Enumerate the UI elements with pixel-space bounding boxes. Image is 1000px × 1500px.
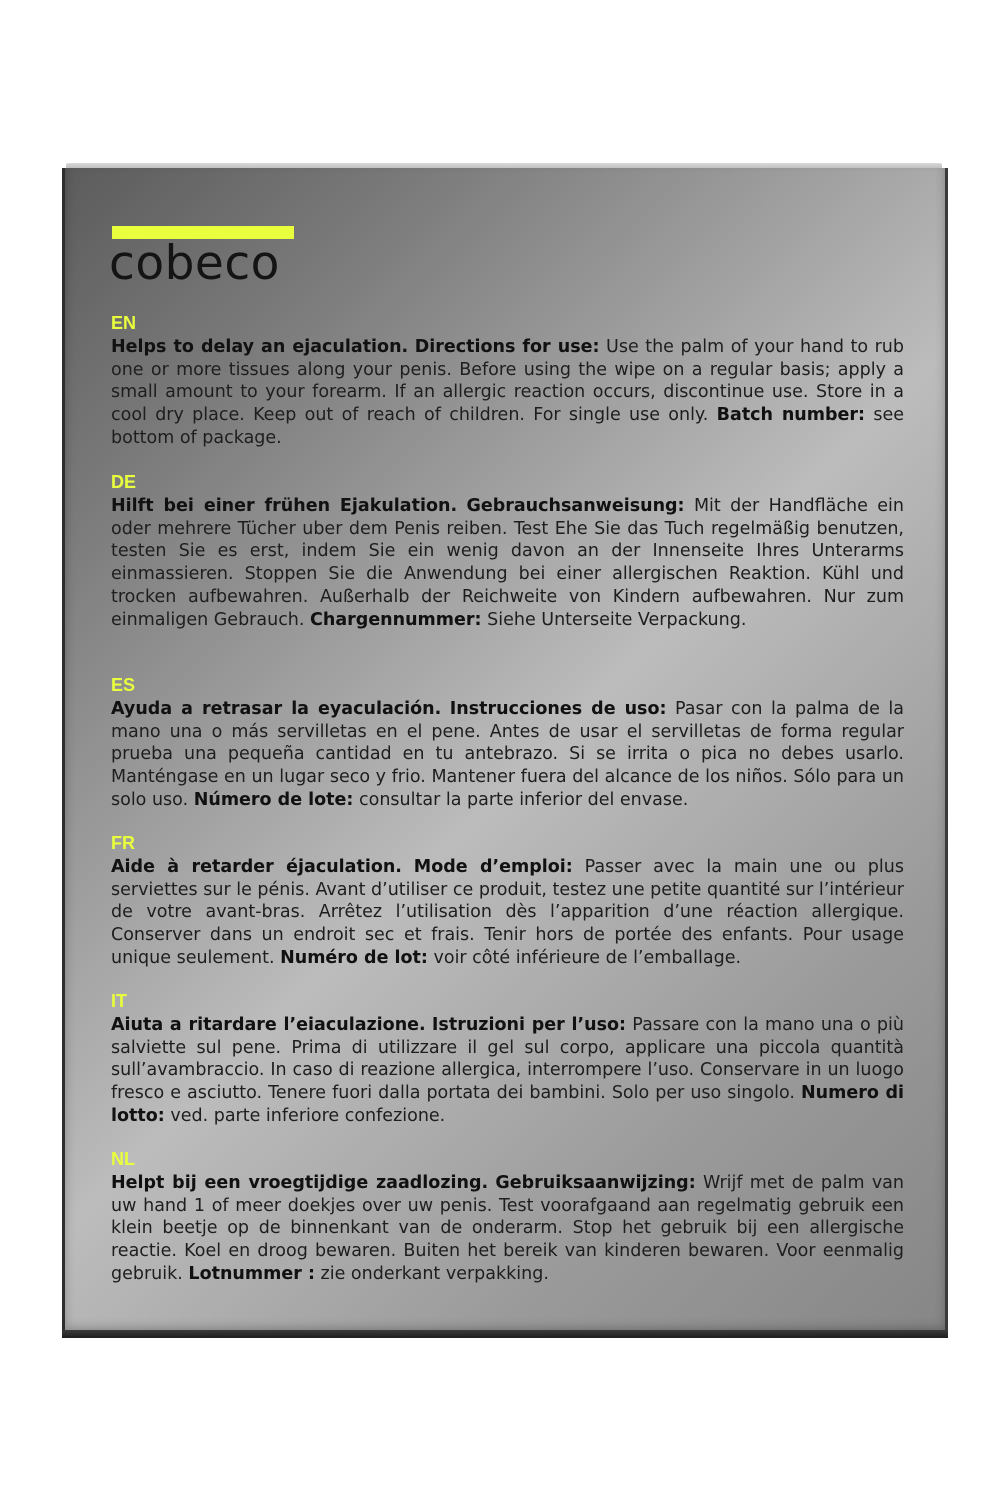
- language-code: FR: [111, 833, 135, 853]
- section-text: [111, 1172, 904, 1286]
- heading: Aiuta a ritardare l’eiaculazione.: [111, 1015, 426, 1035]
- batch-text: see bottom of package.: [111, 405, 904, 448]
- section-es: [111, 675, 904, 812]
- batch-text: voir côté inférieure de l’emballage.: [433, 947, 742, 968]
- section-text: [111, 336, 904, 450]
- heading: Hilft bei einer frühen Ejakulation.: [111, 496, 458, 516]
- directions-text: Wrijf met de palm van uw hand 1 of meer doekjes over uw penis. Test voorafgaand aan regelmatig gebruik een klein beetje op de binnenkant van de onderarm. Stop het gebruik bij een allergische reactie. Koel en droog bewaren. Buiten het bereik van kinderen bewaren. Voor eenmalig gebruik.: [111, 1173, 904, 1284]
- batch-label: Numéro de lot:: [280, 947, 428, 968]
- directions-label: Istruzioni per l’uso:: [431, 1015, 627, 1035]
- directions-label: Directions for use:: [414, 337, 600, 357]
- heading: Ayuda a retrasar la eyaculación.: [111, 699, 442, 719]
- batch-label: Lotnummer :: [188, 1263, 315, 1284]
- directions-text: Mit der Handfläche ein oder mehrere Tücher uber dem Penis reiben. Test Ehe Sie das Tuch regelmäßig benutzen, testen Sie es erst, indem Sie ein wenig davon an der Innenseite Ihres Unterarms einmassieren. Stoppen Sie die Anwendung bei einer allergischen Reaktion. Kühl und trocken aufbewahren. Außerhalb der Reichweite von Kindern aufbewahren. Nur zum einmaligen Gebrauch.: [111, 496, 904, 630]
- batch-text: consultar la parte inferior del envase.: [359, 789, 689, 810]
- directions-text: Pasar con la palma de la mano una o más servilletas en el pene. Antes de usar el servilletas de forma regular prueba una pequeña cantidad en tu antebrazo. Si se irrita o pica no debes usarlo. Manténgase en un lugar seco y frio. Mantener fuera del alcance de los niños. Sólo para un solo uso.: [111, 699, 904, 810]
- batch-text: Siehe Unterseite Verpackung.: [487, 609, 747, 630]
- section-de: [111, 472, 904, 631]
- section-text: [111, 1014, 904, 1128]
- section-text: [111, 856, 904, 970]
- directions-text: Passare con la mano una o più salviette sul pene. Prima di utilizzare il gel sul corpo, applicare una piccola quantità sull’avambraccio. In caso di reazione allergica, interrompere l’uso. Conservare in un luogo fresco e asciutto. Tenere fuori dalla portata dei bambini. Solo per uso singolo.: [111, 1015, 904, 1104]
- section-nl: [111, 1149, 904, 1286]
- batch-label: Chargennummer:: [310, 609, 482, 630]
- directions-text: Passer avec la main une ou plus serviettes sur le pénis. Avant d’utiliser ce produit, testez une petite quantité sur l’intérieur de votre avant-bras. Arrêtez l’utilisation dès l’apparition d’une réaction allergique. Conserver dans un endroit sec et frais. Tenir hors de portée des enfants. Pour usage unique seulement.: [111, 857, 904, 968]
- section-text: [111, 698, 904, 812]
- box-bottom-edge: [62, 1330, 948, 1338]
- batch-text: ved. parte inferiore confezione.: [170, 1105, 446, 1126]
- directions-label: Gebruiksaanwijzing:: [495, 1173, 696, 1193]
- directions-text: Use the palm of your hand to rub one or more tissues along your penis. Before using the wipe on a regular basis; apply a small amount to your forearm. If an allergic reaction occurs, discontinue use. Store in a cool dry place. Keep out of reach of children. For single use only.: [111, 337, 904, 426]
- section-it: [111, 991, 904, 1128]
- directions-label: Instrucciones de uso:: [449, 699, 667, 719]
- section-fr: [111, 833, 904, 970]
- heading: Helps to delay an ejaculation.: [111, 337, 409, 357]
- batch-label: Número de lote:: [193, 789, 354, 810]
- batch-label: Numero di lotto:: [111, 1083, 904, 1126]
- language-code: DE: [111, 472, 137, 492]
- heading: Aide à retarder éjaculation.: [111, 857, 402, 877]
- language-code: NL: [111, 1149, 135, 1169]
- brand-logo: cobeco: [109, 236, 280, 291]
- section-text: [111, 495, 904, 631]
- directions-label: Gebrauchsanweisung:: [466, 496, 685, 516]
- language-code: IT: [111, 991, 127, 1011]
- heading: Helpt bij een vroegtijdige zaadlozing.: [111, 1173, 489, 1193]
- section-en: [111, 313, 904, 450]
- batch-text: zie onderkant verpakking.: [320, 1263, 549, 1284]
- language-code: ES: [111, 675, 136, 695]
- directions-label: Mode d’emploi:: [413, 857, 573, 877]
- batch-label: Batch number:: [716, 405, 866, 426]
- language-code: EN: [111, 313, 137, 333]
